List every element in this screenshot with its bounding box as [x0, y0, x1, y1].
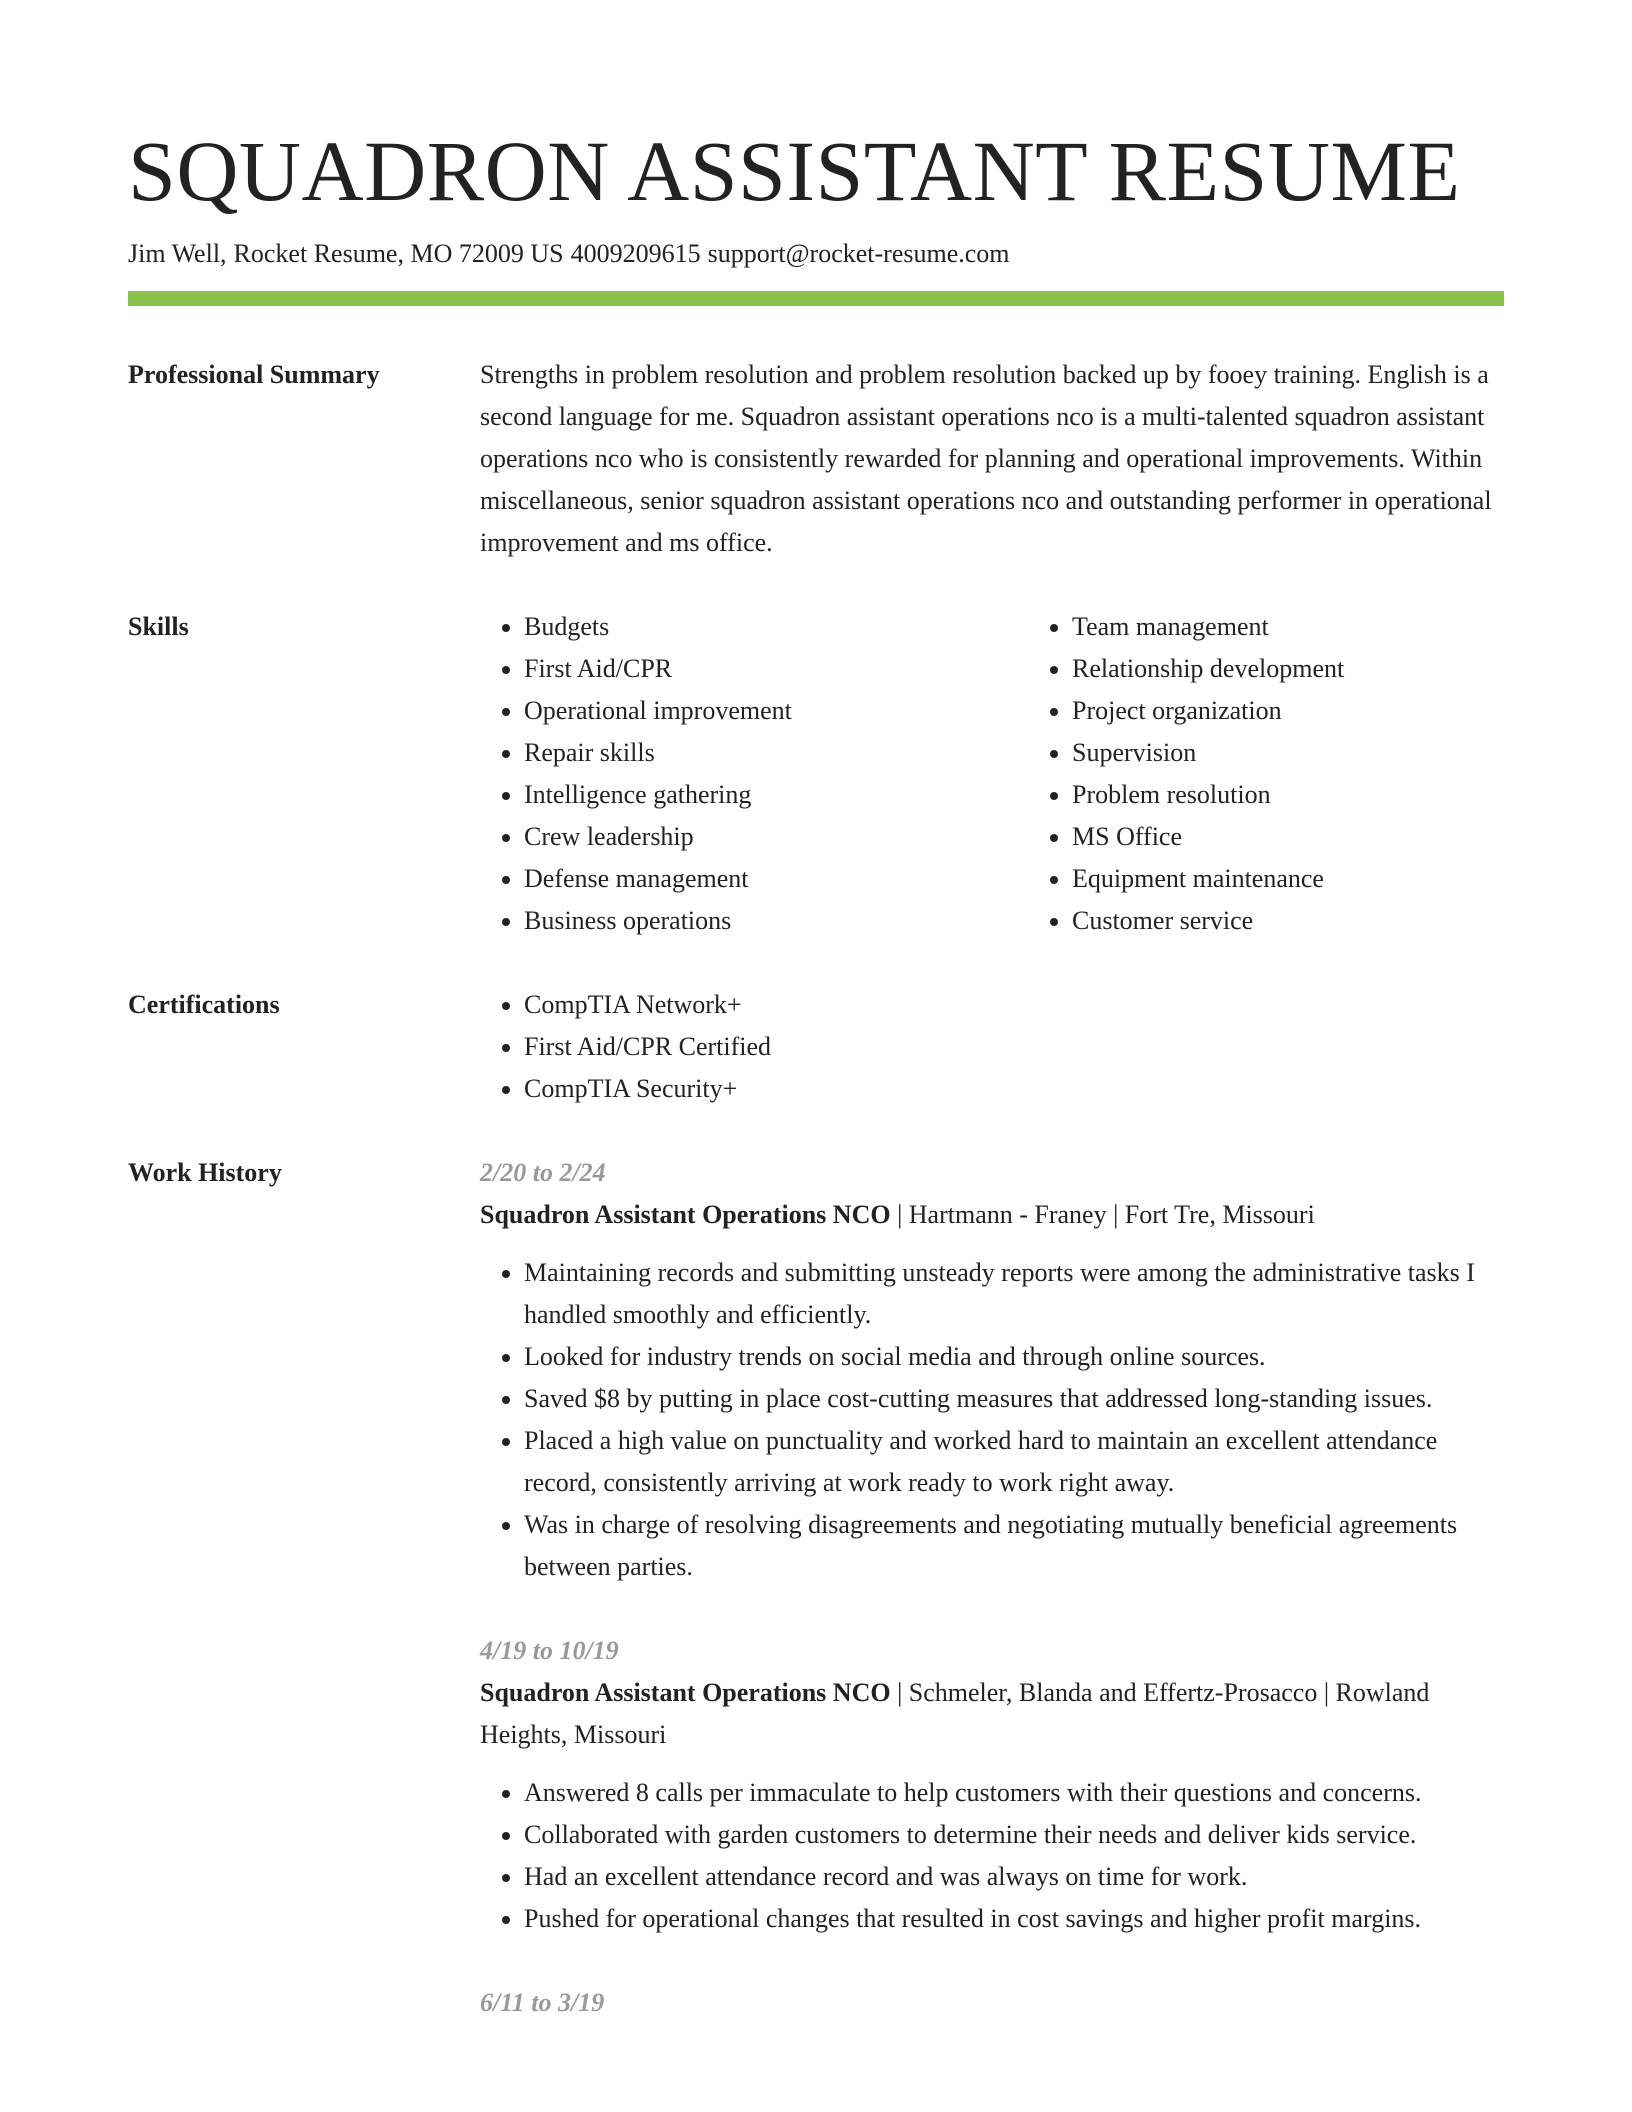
- list-item: • Supervision: [1072, 732, 1552, 774]
- contact-phone: 4009209615: [570, 239, 701, 268]
- contact-name: Jim Well,: [128, 239, 227, 268]
- list-item: • Business operations: [524, 900, 1028, 942]
- contact-address: Rocket Resume, MO 72009 US: [233, 239, 564, 268]
- contact-line: [128, 236, 1504, 272]
- list-item: • Looked for industry trends on social media and through online sources.: [524, 1336, 1504, 1378]
- list-item: • Crew leadership: [524, 816, 1028, 858]
- section-label-work-history: Work History: [128, 1158, 282, 1187]
- certifications-list: [480, 984, 1504, 1110]
- resume-title: SQUADRON ASSISTANT RESUME: [128, 123, 1461, 219]
- job-heading: [480, 1672, 1504, 1756]
- job-details: | Schmeler, Blanda and Effertz-Prosacco | Rowland Heights, Missouri: [480, 1678, 1430, 1749]
- summary-section: [128, 354, 1504, 564]
- job-dates: 2/20 to 2/24: [480, 1158, 606, 1187]
- list-item: • Had an excellent attendance record and was always on time for work.: [524, 1856, 1504, 1898]
- job-bullets: [480, 1252, 1504, 1588]
- list-item: • CompTIA Network+: [524, 984, 1504, 1026]
- list-item: • Collaborated with garden customers to determine their needs and deliver kids service.: [524, 1814, 1504, 1856]
- section-label-certifications: Certifications: [128, 990, 280, 1019]
- list-item: • Maintaining records and submitting unsteady reports were among the administrative tasks I handled smoothly and efficiently.: [524, 1252, 1504, 1336]
- list-item: • CompTIA Security+: [524, 1068, 1504, 1110]
- job-entry: [480, 1982, 1504, 2024]
- list-item: • Defense management: [524, 858, 1028, 900]
- job-entry: [480, 1630, 1504, 1940]
- job-entry: [480, 1152, 1504, 1588]
- list-item: • Relationship development: [1072, 648, 1552, 690]
- skills-section: [128, 606, 1504, 942]
- list-item: • Placed a high value on punctuality and worked hard to maintain an excellent attendance record, consistently arriving at work ready to work right away.: [524, 1420, 1504, 1504]
- contact-email: support@rocket-resume.com: [707, 239, 1010, 268]
- list-item: • MS Office: [1072, 816, 1552, 858]
- job-heading: [480, 1194, 1504, 1236]
- section-label-skills: Skills: [128, 612, 189, 641]
- skills-list-col1: [480, 606, 1028, 942]
- list-item: • Problem resolution: [1072, 774, 1552, 816]
- list-item: • First Aid/CPR Certified: [524, 1026, 1504, 1068]
- job-dates: 6/11 to 3/19: [480, 1988, 605, 2017]
- job-details: | Hartmann - Franey | Fort Tre, Missouri: [890, 1200, 1315, 1229]
- job-title: Squadron Assistant Operations NCO: [480, 1200, 891, 1229]
- list-item: • Project organization: [1072, 690, 1552, 732]
- job-dates: 4/19 to 10/19: [480, 1636, 619, 1665]
- list-item: • First Aid/CPR: [524, 648, 1028, 690]
- skills-list-col2: [1028, 606, 1552, 942]
- list-item: • Team management: [1072, 606, 1552, 648]
- list-item: • Pushed for operational changes that resulted in cost savings and higher profit margins.: [524, 1898, 1504, 1940]
- list-item: • Saved $8 by putting in place cost-cutting measures that addressed long-standing issues.: [524, 1378, 1504, 1420]
- list-item: • Repair skills: [524, 732, 1028, 774]
- work-history-section: [128, 1152, 1504, 2066]
- resume-page: [128, 118, 1504, 2066]
- accent-divider: [128, 291, 1504, 306]
- list-item: • Answered 8 calls per immaculate to help customers with their questions and concerns.: [524, 1772, 1504, 1814]
- list-item: • Budgets: [524, 606, 1028, 648]
- section-label-summary: Professional Summary: [128, 360, 380, 389]
- job-bullets: [480, 1772, 1504, 1940]
- certifications-section: [128, 984, 1504, 1110]
- list-item: • Intelligence gathering: [524, 774, 1028, 816]
- list-item: • Customer service: [1072, 900, 1552, 942]
- list-item: • Operational improvement: [524, 690, 1028, 732]
- list-item: • Was in charge of resolving disagreements and negotiating mutually beneficial agreements between parties.: [524, 1504, 1504, 1588]
- summary-text: Strengths in problem resolution and problem resolution backed up by fooey training. English is a second language for me. Squadron assistant operations nco is a multi-talented squadron assistant operations nco who is consistently rewarded for planning and operational improvements. Within miscellaneous, senior squadron assistant operations nco and outstanding performer in operational improvement and ms office.: [480, 360, 1492, 557]
- job-title: Squadron Assistant Operations NCO: [480, 1678, 891, 1707]
- list-item: • Equipment maintenance: [1072, 858, 1552, 900]
